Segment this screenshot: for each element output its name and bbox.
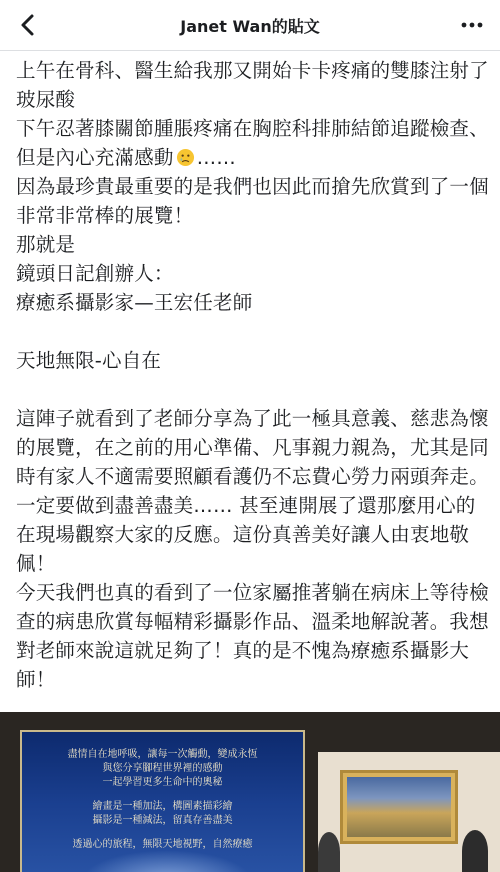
post-paragraph: 那就是 — [16, 233, 76, 256]
page-title: Janet Wan的貼文 — [180, 16, 320, 36]
top-navigation-bar — [0, 0, 500, 51]
exhibition-poster — [20, 730, 305, 872]
landscape-photograph — [347, 777, 451, 837]
post-text-span: …… — [196, 146, 237, 169]
poster-text: 攝影是一種減法，留真存善盡美 — [92, 815, 233, 826]
poster-text: 透過心的旅程，無限天地視野，自然療癒 — [72, 839, 253, 850]
post-paragraph: 這陣子就看到了老師分享為了此一極具意義、慈悲為懷的展覽，在之前的用心準備、凡事親力親為，尤其是同時有家人不適需要照顧看護仍不忘費心勞力兩頭奔走。一定要做到盡善盡美…… 甚至連開展了還那麼用心的在現場觀察大家的反應。這份真善美好讓人由衷地敬佩！ — [16, 407, 489, 575]
post-text-span: 下午忍著膝關節腫脹疼痛在胸腔科排肺結節追蹤檢查、但是內心充滿感動 — [16, 117, 489, 169]
post-paragraph: 鏡頭日記創辦人： — [16, 262, 174, 285]
back-arrow-icon[interactable] — [14, 11, 42, 39]
sad-tear-emoji-icon — [176, 148, 195, 167]
visitor-figure — [462, 830, 488, 872]
framed-photograph — [340, 770, 458, 844]
post-text — [16, 56, 490, 694]
poster-mountain-graphic — [82, 850, 252, 872]
post-paragraph: 因為最珍貴最重要的是我們也因此而搶先欣賞到了一個非常非常棒的展覽！ — [16, 175, 489, 227]
post-paragraph: 療癒系攝影家—王宏任老師 — [16, 291, 253, 314]
post-paragraph: 今天我們也真的看到了一位家屬推著躺在病床上等待檢查的病患欣賞每幅精彩攝影作品、溫柔地解說著。我想對老師來說這就足夠了！真的是不愧為療癒系攝影大師！ — [16, 581, 489, 691]
visitor-figure — [318, 832, 340, 872]
poster-text: 盡情自在地呼吸，讓每一次觸動，變成永恆 — [67, 749, 258, 760]
more-options-icon[interactable] — [458, 11, 486, 39]
post-paragraph: 上午在骨科、醫生給我那又開始卡卡疼痛的雙膝注射了玻尿酸 — [16, 59, 489, 111]
poster-text: 與您分享腳程世界裡的感動 — [102, 763, 223, 774]
post-paragraph — [16, 114, 490, 172]
post-paragraph: 天地無限-心自在 — [16, 349, 162, 372]
poster-text: 一起學習更多生命中的奧秘 — [102, 777, 223, 788]
post-photo[interactable] — [0, 712, 500, 872]
poster-text: 繪畫是一種加法，構圖素描彩繪 — [92, 801, 233, 812]
